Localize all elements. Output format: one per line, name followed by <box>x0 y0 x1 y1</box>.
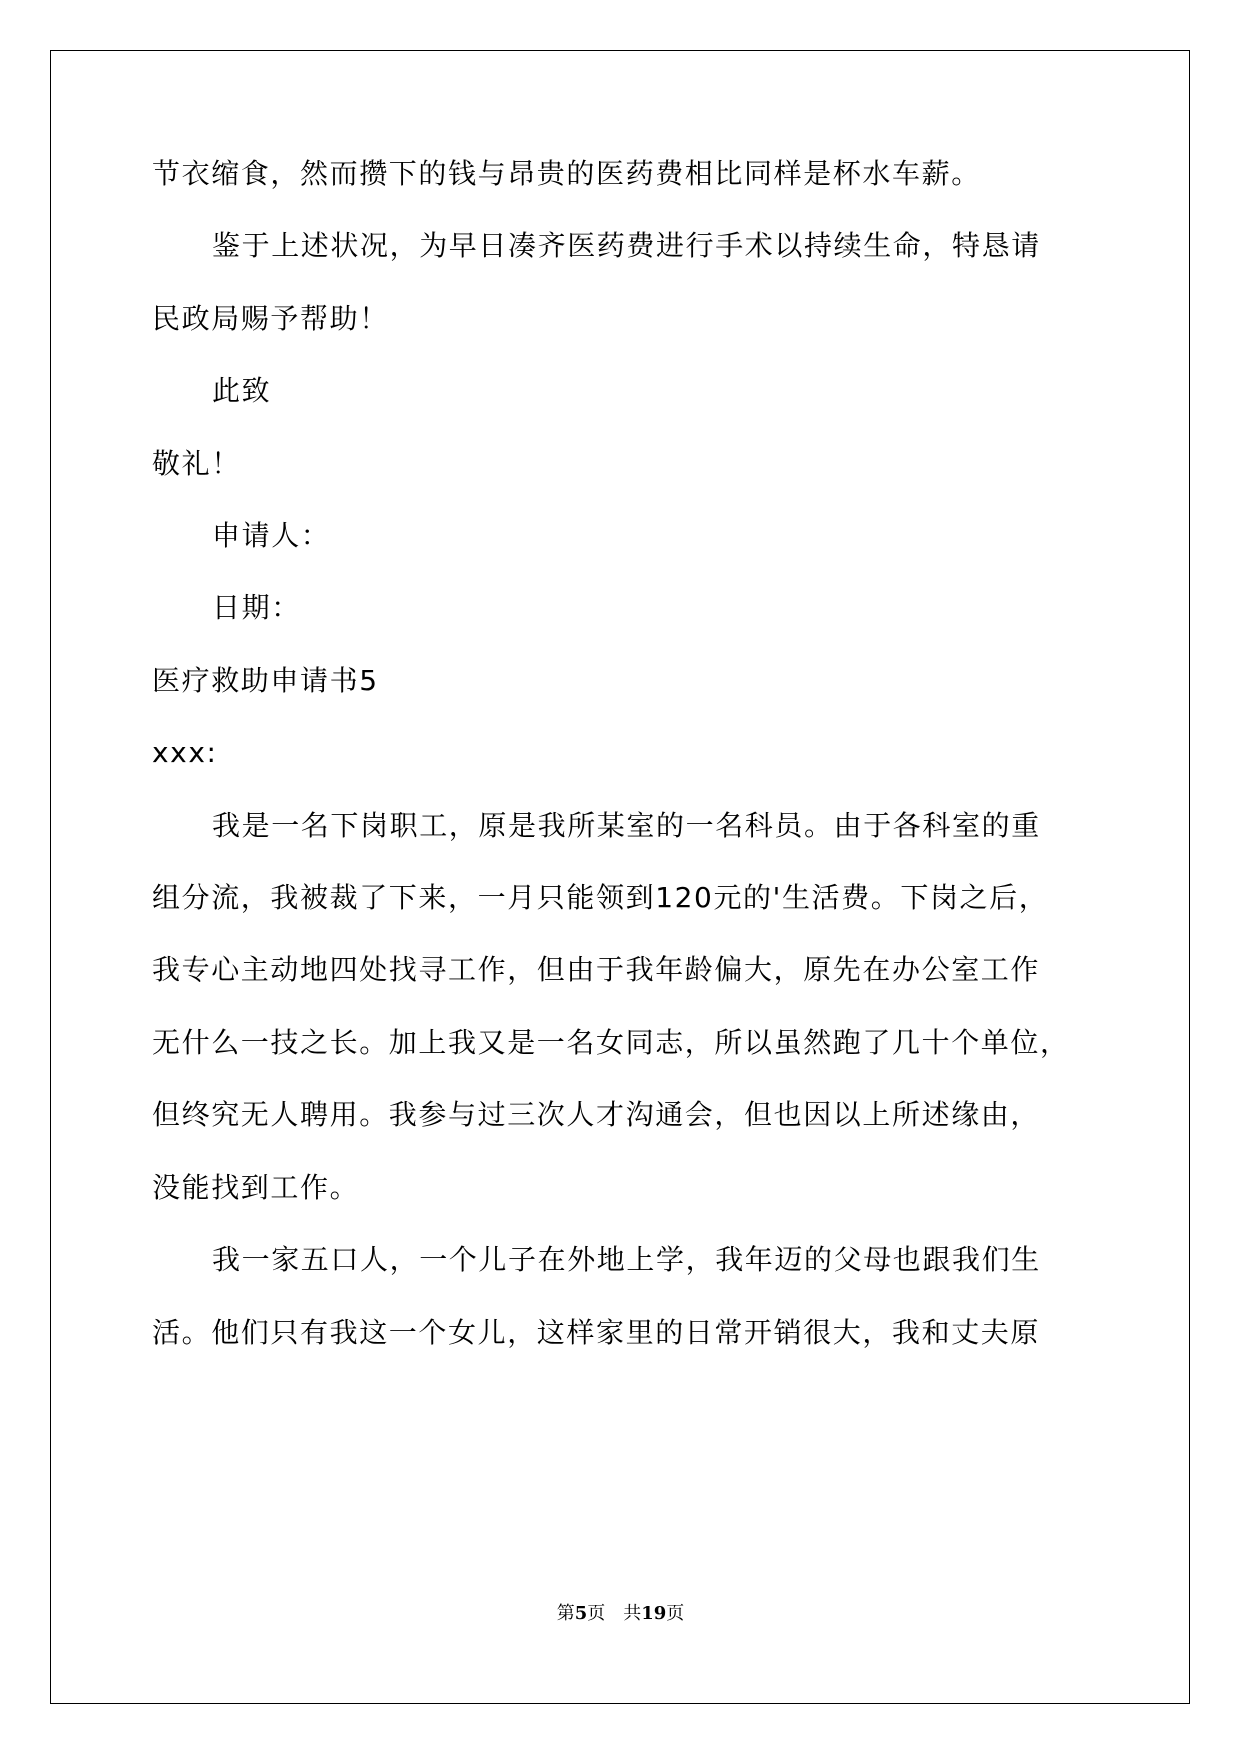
paragraph-line: 活。他们只有我这一个女儿，这样家里的日常开销很大，我和丈夫原 <box>152 1316 1041 1349</box>
paragraph-line: 无什么一技之长。加上我又是一名女同志，所以虽然跑了几十个单位， <box>152 1026 1070 1059</box>
page-number: 5 <box>574 1603 588 1624</box>
date-label: 日期： <box>212 591 301 624</box>
paragraph-line: 民政局赐予帮助！ <box>152 302 389 335</box>
total-suffix: 页 <box>666 1603 685 1624</box>
closing-salutation: 此致 <box>212 374 272 407</box>
paragraph-line: 但终究无人聘用。我参与过三次人才沟通会，但也因以上所述缘由， <box>152 1098 1041 1131</box>
closing-regards: 敬礼！ <box>152 447 241 480</box>
section-heading: 医疗救助申请书5 <box>152 664 379 697</box>
total-prefix: 共 <box>623 1603 642 1624</box>
page-footer <box>0 1602 1241 1626</box>
paragraph-line: 没能找到工作。 <box>152 1171 360 1204</box>
paragraph-line: 组分流，我被裁了下来，一月只能领到120元的'生活费。下岗之后， <box>152 881 1049 914</box>
total-pages: 19 <box>641 1603 667 1624</box>
paragraph-line: 节衣缩食，然而攒下的钱与昂贵的医药费相比同样是杯水车薪。 <box>152 157 981 190</box>
applicant-label: 申请人： <box>212 519 331 552</box>
recipient-line: xxx: <box>152 736 218 769</box>
paragraph-line: 鉴于上述状况，为早日凑齐医药费进行手术以持续生命，特恳请 <box>212 229 1041 262</box>
page-suffix: 页 <box>587 1603 606 1624</box>
paragraph-line: 我是一名下岗职工，原是我所某室的一名科员。由于各科室的重 <box>212 809 1041 842</box>
page-prefix: 第 <box>556 1603 575 1624</box>
paragraph-line: 我专心主动地四处找寻工作，但由于我年龄偏大，原先在办公室工作 <box>152 953 1041 986</box>
paragraph-line: 我一家五口人，一个儿子在外地上学，我年迈的父母也跟我们生 <box>212 1243 1041 1276</box>
